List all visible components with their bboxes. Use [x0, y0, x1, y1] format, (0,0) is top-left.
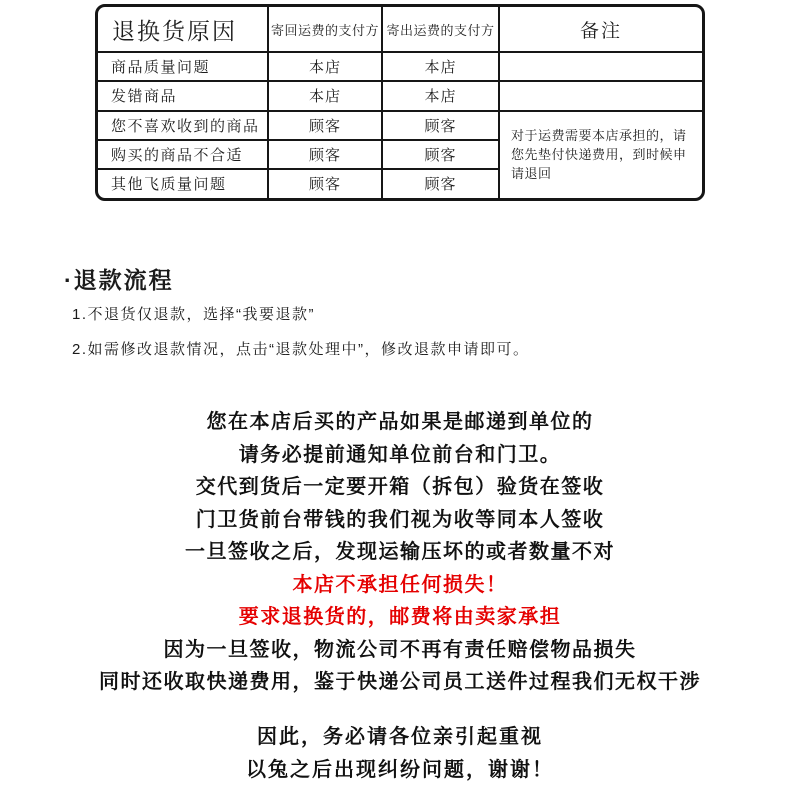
table-row: [98, 81, 702, 110]
return-policy-table-grid: [98, 7, 702, 198]
header-reason: 退换货原因: [98, 7, 268, 52]
notice-line: 一旦签收之后，发现运输压坏的或者数量不对: [185, 541, 615, 563]
return-policy-table: [95, 4, 705, 201]
notice-line: 因为一旦签收，物流公司不再有责任赔偿物品损失: [163, 638, 637, 661]
reason-cell: 您不喜欢收到的商品: [98, 111, 268, 140]
closing-line: 以兔之后出现纠纷问题，谢谢！: [246, 758, 554, 781]
table-row: [98, 111, 702, 140]
reason-cell: 商品质量问题: [98, 52, 268, 81]
return-shipping-cell: 本店: [268, 52, 382, 81]
header-remark: 备注: [499, 7, 702, 52]
return-shipping-cell: 本店: [268, 81, 382, 110]
notice-line-warning: 本店不承担任何损失！: [292, 573, 508, 596]
refund-step-1: 1.不退货仅退款，选择“我要退款”: [72, 306, 316, 323]
outbound-shipping-cell: 本店: [382, 81, 499, 110]
notice-line: 您在本店后买的产品如果是邮递到单位的: [206, 411, 594, 433]
notice-line: 交代到货后一定要开箱（拆包）验货在签收: [195, 476, 605, 498]
return-shipping-cell: 顾客: [268, 169, 382, 198]
notice-line: 同时还收取快递费用，鉴于快递公司员工送件过程我们无权干涉: [99, 671, 701, 693]
refund-process-title: ·退款流程: [64, 267, 174, 293]
reason-cell: 其他飞质量问题: [98, 169, 268, 198]
table-header-row: [98, 7, 702, 52]
closing-line: 因此，务必请各位亲引起重视: [257, 726, 543, 748]
notice-line-warning: 要求退换货的，邮费将由卖家承担: [238, 606, 562, 628]
reason-cell: 发错商品: [98, 81, 268, 110]
table-row: [98, 52, 702, 81]
outbound-shipping-cell: 本店: [382, 52, 499, 81]
return-shipping-cell: 顾客: [268, 140, 382, 169]
header-return-shipping: 寄回运费的支付方: [268, 7, 382, 52]
return-shipping-cell: 顾客: [268, 111, 382, 140]
remark-cell-empty: [499, 52, 702, 81]
notice-line: 门卫货前台带钱的我们视为收等同本人签收: [195, 508, 605, 531]
outbound-shipping-cell: 顾客: [382, 169, 499, 198]
header-outbound-shipping: 寄出运费的支付方: [382, 7, 499, 52]
closing-note-block: [0, 721, 800, 786]
notice-line: 请务必提前通知单位前台和门卫。: [238, 443, 562, 466]
remark-cell-empty: [499, 81, 702, 110]
delivery-notice-block: [0, 406, 800, 699]
refund-step-2: 2.如需修改退款情况，点击“退款处理中”，修改退款申请即可。: [72, 341, 530, 358]
outbound-shipping-cell: 顾客: [382, 111, 499, 140]
reason-cell: 购买的商品不合适: [98, 140, 268, 169]
remark-merged-cell: 对于运费需要本店承担的，请您先垫付快递费用，到时候申请退回: [499, 111, 702, 198]
outbound-shipping-cell: 顾客: [382, 140, 499, 169]
